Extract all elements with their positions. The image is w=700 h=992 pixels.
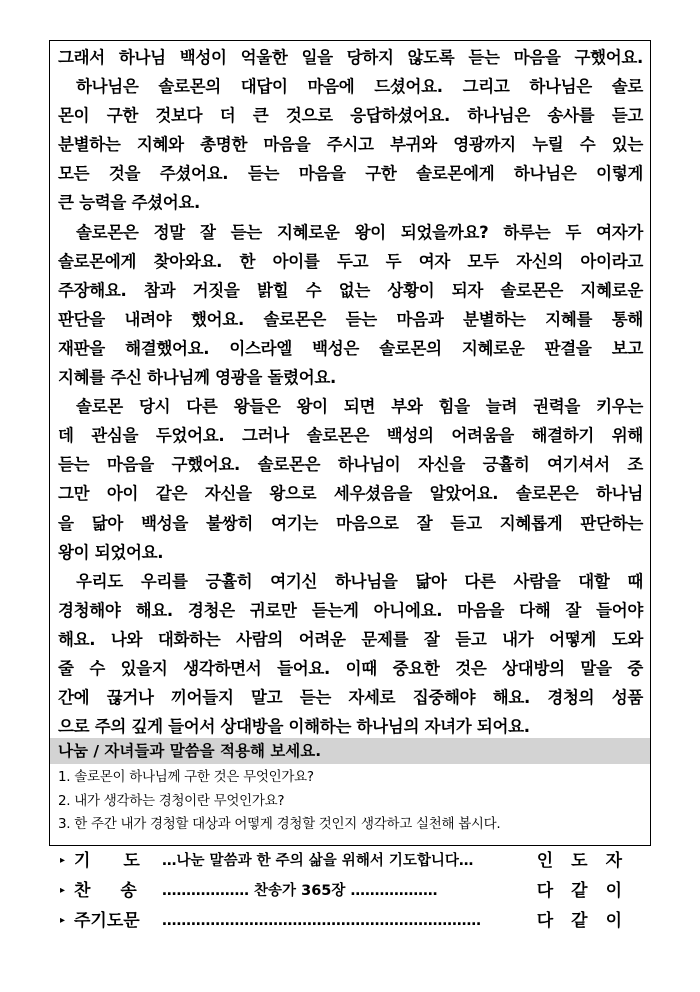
body-line: 그래서 하나님 백성이 억울한 일을 당하지 않도록 듣는 마음을 구했어요. <box>58 48 643 67</box>
question-list <box>58 766 643 837</box>
body-line: 경청해야 해요. 경청은 귀로만 듣는게 아니에요. 마음을 다해 잘 들어야 <box>58 600 643 620</box>
body-line: 그만 아이 같은 자신을 왕으로 세우셨음을 알았어요. 솔로몬은 하나님 <box>58 484 643 504</box>
body-line: 판단을 내려야 했어요. 솔로몬은 듣는 마음과 분별하는 지혜를 통해 <box>58 309 643 329</box>
body-line: 몬이 구한 것보다 더 큰 것으로 응답하셨어요. 하나님은 송사를 듣고 <box>58 106 643 126</box>
prayer-description: …나눈 말씀과 한 주의 삶을 위해서 기도합니다… <box>162 853 474 869</box>
triangle-bullet-icon: ▸ <box>60 855 66 866</box>
body-line: 을 닮아 백성을 불쌍히 여기는 마음으로 잘 듣고 지혜롭게 판단하는 <box>58 513 643 533</box>
hymn-row <box>60 876 645 906</box>
prayer-label: 기도 <box>74 851 173 871</box>
triangle-bullet-icon: ▸ <box>60 885 66 896</box>
prayer-row <box>60 846 645 876</box>
body-line: 솔로몬 당시 다른 왕들은 왕이 되면 부와 힘을 늘려 권력을 키우는 <box>76 397 643 417</box>
body-line: 솔로몬은 정말 잘 듣는 지혜로운 왕이 되었을까요? 하루는 두 여자가 <box>76 222 643 242</box>
body-line: 줄 수 있을지 생각하면서 들어요. 이때 중요한 것은 상대방의 말을 중 <box>58 658 643 678</box>
body-line: 해요. 나와 대화하는 사람의 어려운 문제를 잘 듣고 내가 어떻게 도와 <box>58 629 643 649</box>
body-line: 으로 주의 깊게 들어서 상대방을 이해하는 하나님의 자녀가 되어요. <box>58 717 530 737</box>
body-line: 분별하는 지혜와 총명한 마음을 주시고 부귀와 영광까지 누릴 수 있는 <box>58 135 643 155</box>
prayer-leader: 인도자 <box>536 851 640 871</box>
triangle-bullet-icon: ▸ <box>60 915 66 926</box>
body-line: 간에 끊거나 끼어들지 말고 듣는 자세로 집중해야 해요. 경청의 성품 <box>58 688 643 708</box>
body-line: 우리도 우리를 긍휼히 여기신 하나님을 닮아 다른 사람을 대할 때 <box>76 571 643 591</box>
sermon-body <box>58 43 643 741</box>
body-line: 하나님은 솔로몬의 대답이 마음에 드셨어요. 그리고 하나님은 솔로 <box>76 77 643 97</box>
section-heading: 나눔 / 자녀들과 말씀을 적용해 보세요. <box>50 738 650 764</box>
question-item: 3. 한 주간 내가 경청할 대상과 어떻게 경청할 것인지 생각하고 실천해 봅시다. <box>58 816 501 832</box>
worship-order <box>60 846 645 936</box>
body-line: 데 관심을 두었어요. 그러나 솔로몬은 백성의 어려움을 해결하기 위해 <box>58 426 643 446</box>
body-line: 왕이 되었어요. <box>58 542 164 562</box>
hymn-number: ……………… 찬송가 365장 ……………… <box>162 883 438 899</box>
hymn-leader: 다같이 <box>536 881 640 901</box>
question-item: 2. 내가 생각하는 경청이란 무엇인가요? <box>58 792 285 809</box>
body-line: 큰 능력을 주셨어요. <box>58 193 200 213</box>
hymn-label: 찬송 <box>74 881 167 901</box>
question-item: 1. 솔로몬이 하나님께 구한 것은 무엇인가요? <box>58 769 314 785</box>
body-line: 재판을 해결했어요. 이스라엘 백성은 솔로몬의 지혜로운 판결을 보고 <box>58 338 643 358</box>
lords-prayer-leader: 다같이 <box>536 911 640 931</box>
lords-prayer-label: 주기도문 <box>74 911 140 931</box>
body-line: 솔로몬에게 찾아와요. 한 아이를 두고 두 여자 모두 자신의 아이라고 <box>58 251 643 271</box>
body-line: 지혜를 주신 하나님께 영광을 돌렸어요. <box>58 368 336 388</box>
body-line: 모든 것을 주셨어요. 듣는 마음을 구한 솔로몬에게 하나님은 이렇게 <box>58 164 643 184</box>
body-line: 주장해요. 참과 거짓을 밝힐 수 없는 상황이 되자 솔로몬은 지혜로운 <box>58 280 643 300</box>
body-line: 듣는 마음을 구했어요. 솔로몬은 하나님이 자신을 긍휼히 여기셔서 조 <box>58 455 643 475</box>
lords-prayer-dots: ………………………………………………………… <box>162 913 481 929</box>
lords-prayer-row <box>60 906 645 936</box>
